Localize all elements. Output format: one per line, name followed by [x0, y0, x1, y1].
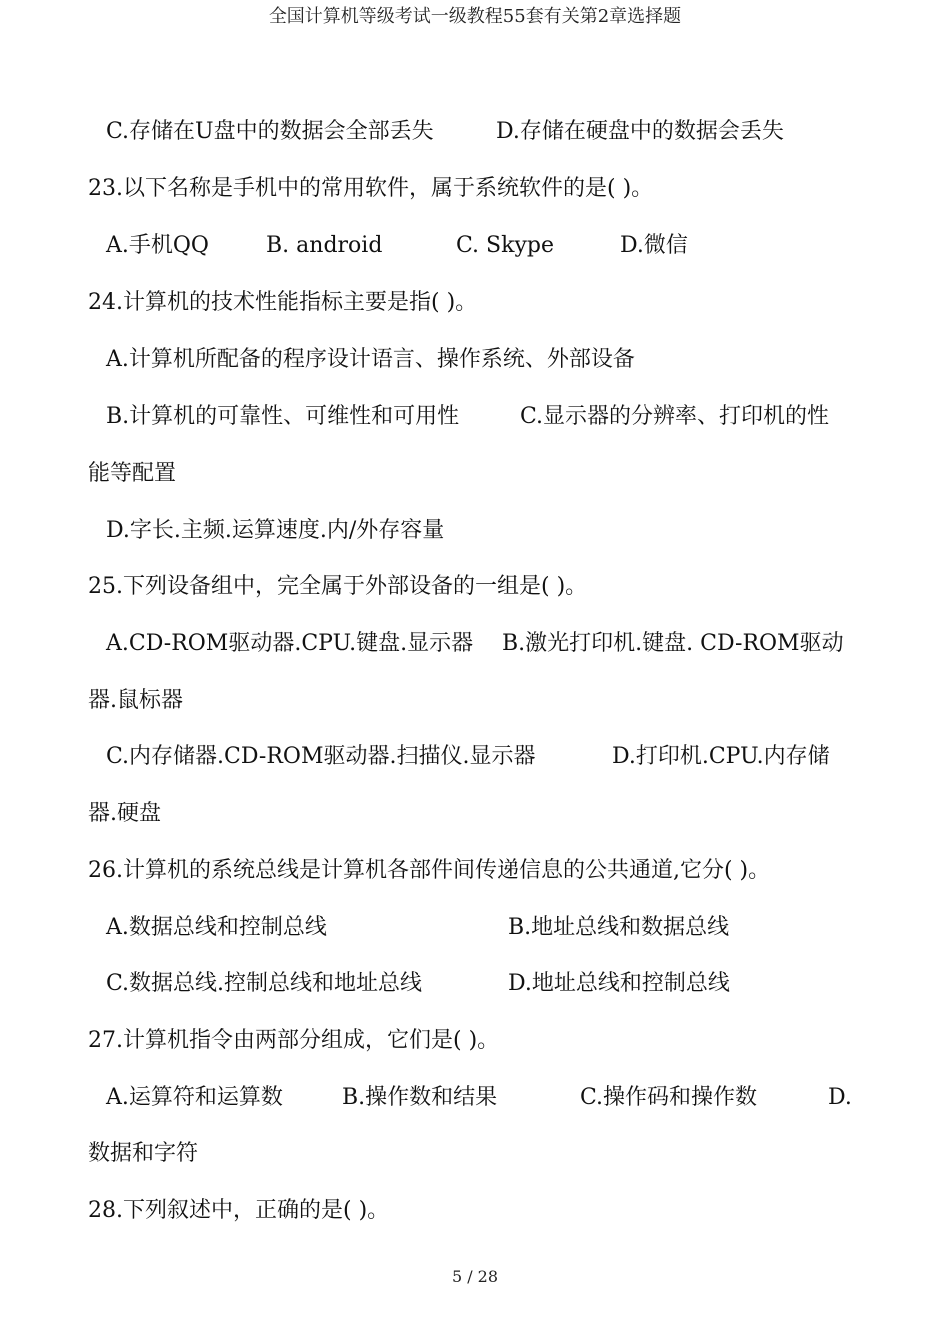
option-b: B.计算机的可靠性、可维性和可用性: [106, 404, 460, 429]
option-c: C.显示器的分辨率、打印机的性: [520, 404, 830, 429]
option-d: D.打印机.CPU.内存储: [612, 744, 830, 769]
page-header: 全国计算机等级考试一级教程55套有关第2章选择题: [268, 6, 682, 27]
option-d-continued: 数据和字符: [88, 1141, 199, 1166]
question-28: 28.下列叙述中，正确的是( )。: [88, 1198, 390, 1223]
option-d: D.微信: [620, 233, 688, 258]
option-a: A.计算机所配备的程序设计语言、操作系统、外部设备: [106, 347, 635, 372]
option-d: D.地址总线和控制总线: [508, 971, 730, 996]
option-b: B. android: [266, 233, 383, 258]
option-c: C.内存储器.CD-ROM驱动器.扫描仪.显示器: [106, 744, 536, 769]
page-number: 5 / 28: [451, 1267, 499, 1286]
option-c: C. Skype: [456, 233, 554, 258]
option-b-continued: 器.鼠标器: [88, 688, 183, 713]
question-23: 23.以下名称是手机中的常用软件，属于系统软件的是( )。: [88, 176, 654, 201]
option-b: B.地址总线和数据总线: [508, 915, 730, 940]
option-d: D.字长.主频.运算速度.内/外存容量: [106, 518, 445, 543]
option-c: C.操作码和操作数: [580, 1085, 758, 1110]
option-a: A.数据总线和控制总线: [106, 915, 327, 940]
question-26: 26.计算机的系统总线是计算机各部件间传递信息的公共通道,它分( )。: [88, 858, 771, 883]
option-a: A.运算符和运算数: [106, 1085, 283, 1110]
option-d: D.存储在硬盘中的数据会丢失: [496, 119, 784, 144]
option-d-continued: 器.硬盘: [88, 801, 161, 826]
question-25: 25.下列设备组中，完全属于外部设备的一组是( )。: [88, 574, 588, 599]
question-27: 27.计算机指令由两部分组成，它们是( )。: [88, 1028, 500, 1053]
option-c-continued: 能等配置: [88, 461, 177, 486]
question-24: 24.计算机的技术性能指标主要是指( )。: [88, 290, 478, 315]
option-a: A.手机QQ: [106, 233, 209, 258]
option-b: B.操作数和结果: [342, 1085, 498, 1110]
option-a: A.CD-ROM驱动器.CPU.键盘.显示器: [106, 631, 474, 656]
option-c: C.存储在U盘中的数据会全部丢失: [106, 119, 434, 144]
option-b: B.激光打印机.键盘. CD-ROM驱动: [502, 631, 844, 656]
option-d: D.: [828, 1085, 852, 1110]
option-c: C.数据总线.控制总线和地址总线: [106, 971, 423, 996]
